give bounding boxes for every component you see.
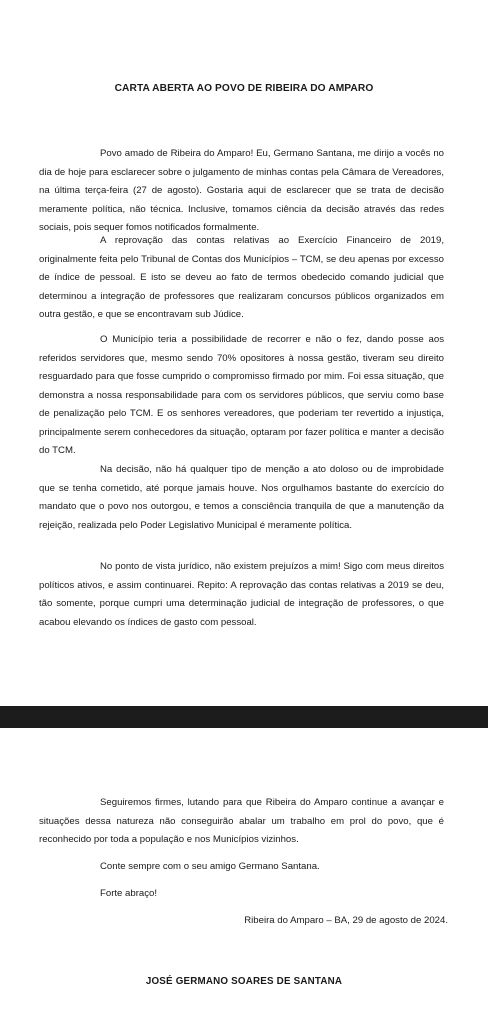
letter-paragraph-5: No ponto de vista jurídico, não existem prejuízos a mim! Sigo com meus direitos políticos ativos, e assim continuarei. Repito: A reprovação das contas relativas a 2019 se deu, tão somente, porque cumpri uma determinação judicial de integração de professores, o que acabou elevando os índices de gasto com pessoal.: [39, 561, 444, 628]
letter-closing-paragraph: Seguiremos firmes, lutando para que Ribeira do Amparo continue a avançar e situações dessa natureza não conseguirão abalar um trabalho em prol do povo, que é reconhecido por toda a população e nos Municípios vizinhos.: [39, 797, 444, 845]
letter-paragraph-1: Povo amado de Ribeira do Amparo! Eu, Germano Santana, me dirijo a vocês no dia de hoje para esclarecer sobre o julgamento de minhas contas pela Câmara de Vereadores, na última terça-feira (27 de agosto). Gostaria aqui de esclarecer que se trata de decisão meramente política, não técnica. Inclusive, tomamos ciência da decisão através das redes sociais, pois sequer fomos notificados formalmente.: [39, 148, 444, 233]
place-date-line: Ribeira do Amparo – BA, 29 de agosto de 2024.: [244, 915, 448, 926]
signature-name: JOSÉ GERMANO SOARES DE SANTANA: [145, 976, 343, 987]
letter-paragraph-3: O Município teria a possibilidade de recorrer e não o fez, dando posse aos referidos servidores que, mesmo sendo 70% opositores à nossa gestão, tiveram seu direito resguardado para que fosse cumprido o compromisso firmado por mim. Foi essa situação, que demonstra a nossa responsabilidade para com os servidores públicos, que serviu como base de penalização pelo TCM. E os senhores vereadores, que poderiam ter revertido a injustiça, principalmente serem conhecedores da situação, optaram por fazer política e manter a decisão do TCM.: [39, 334, 444, 456]
farewell-line: Forte abraço!: [100, 888, 158, 899]
page-divider: [0, 706, 488, 728]
letter-paragraph-2: A reprovação das contas relativas ao Exercício Financeiro de 2019, originalmente feita pelo Tribunal de Contas dos Municípios – TCM, se deu apenas por excesso de índice de pessoal. E isto se deveu ao fato de termos obedecido comando judicial que determinou a integração de professores que realizaram concursos públicos organizados em outra gestão, e que se encontravam sub Júdice.: [39, 235, 444, 320]
friend-line: Conte sempre com o seu amigo Germano Santana.: [100, 861, 320, 872]
letter-paragraph-4: Na decisão, não há qualquer tipo de menção a ato doloso ou de improbidade que se tenha cometido, até porque jamais houve. Nos orgulhamos bastante do exercício do mandato que o povo nos outorgou, e temos a consciência tranquila de que a manutenção da rejeição, realizada pelo Poder Legislativo Municipal é meramente política.: [39, 464, 444, 531]
letter-title: CARTA ABERTA AO POVO DE RIBEIRA DO AMPARO: [114, 83, 374, 94]
